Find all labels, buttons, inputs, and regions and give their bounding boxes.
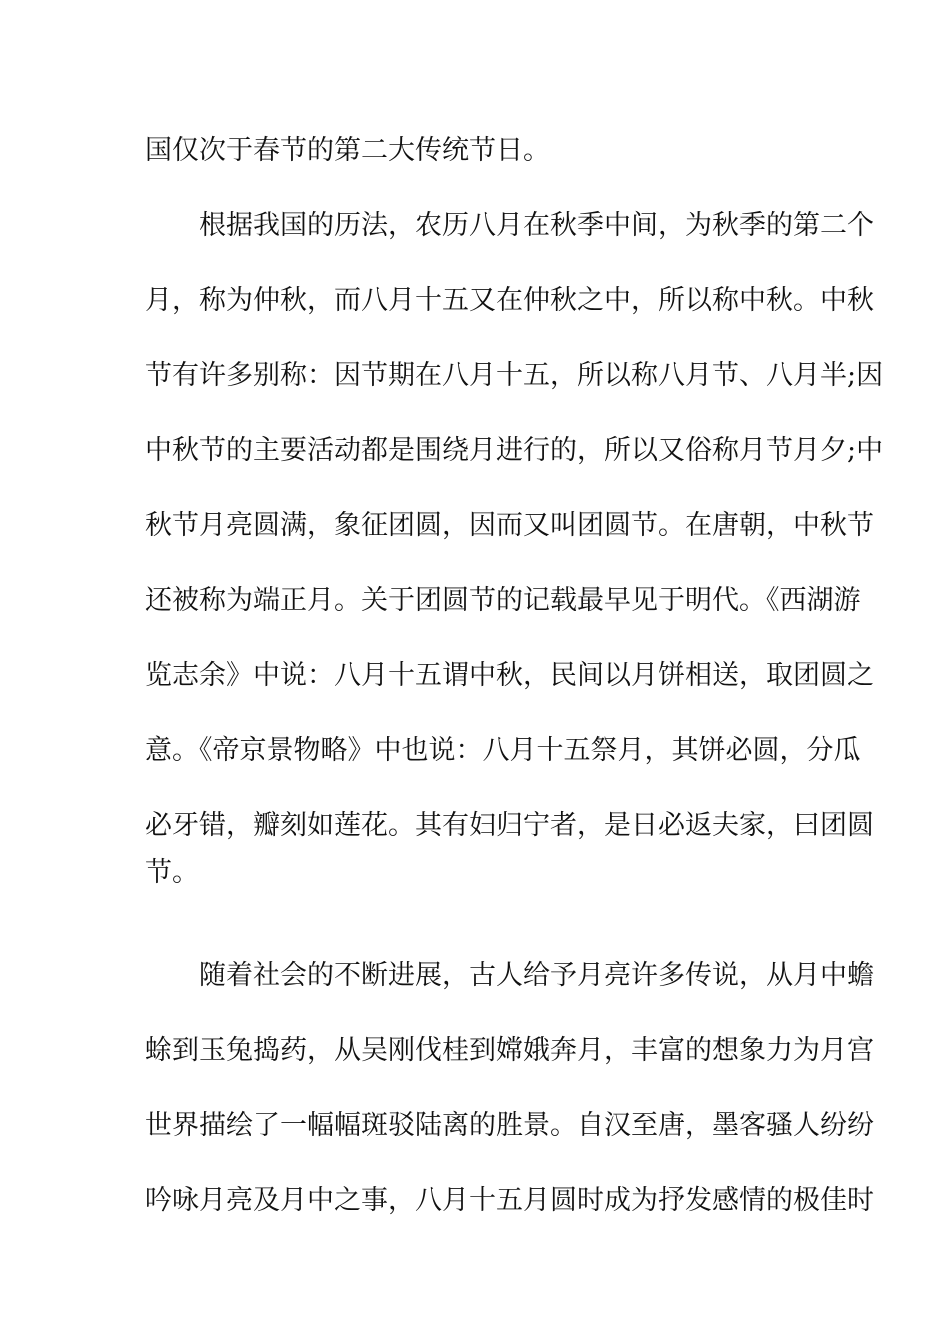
text-line: 意。《帝京景物略》中也说：八月十五祭月，其饼必圆，分瓜 <box>145 735 861 766</box>
text-line: 吟咏月亮及月中之事，八月十五月圆时成为抒发感情的极佳时 <box>145 1185 874 1216</box>
text-line: 秋节月亮圆满，象征团圆，因而又叫团圆节。在唐朝，中秋节 <box>145 510 874 541</box>
text-line: 览志余》中说：八月十五谓中秋，民间以月饼相送，取团圆之 <box>145 660 874 691</box>
text-line: 世界描绘了一幅幅斑驳陆离的胜景。自汉至唐，墨客骚人纷纷 <box>145 1110 874 1141</box>
text-line: 蜍到玉兔捣药，从吴刚伐桂到嫦娥奔月，丰富的想象力为月宫 <box>145 1035 874 1066</box>
text-line: 必牙错，瓣刻如莲花。其有妇归宁者，是日必返夫家，曰团圆 <box>145 810 874 841</box>
text-line: 国仅次于春节的第二大传统节日。 <box>145 135 550 166</box>
text-line: 节。 <box>145 857 199 888</box>
text-line: 节有许多别称：因节期在八月十五，所以称八月节、八月半;因 <box>145 360 884 391</box>
text-line: 中秋节的主要活动都是围绕月进行的，所以又俗称月节月夕;中 <box>145 435 884 466</box>
text-line: 根据我国的历法，农历八月在秋季中间，为秋季的第二个 <box>145 210 874 241</box>
text-line: 月，称为仲秋，而八月十五又在仲秋之中，所以称中秋。中秋 <box>145 285 874 316</box>
text-line: 还被称为端正月。关于团圆节的记载最早见于明代。《西湖游 <box>145 585 861 616</box>
text-line: 随着社会的不断进展，古人给予月亮许多传说，从月中蟾 <box>145 960 874 991</box>
